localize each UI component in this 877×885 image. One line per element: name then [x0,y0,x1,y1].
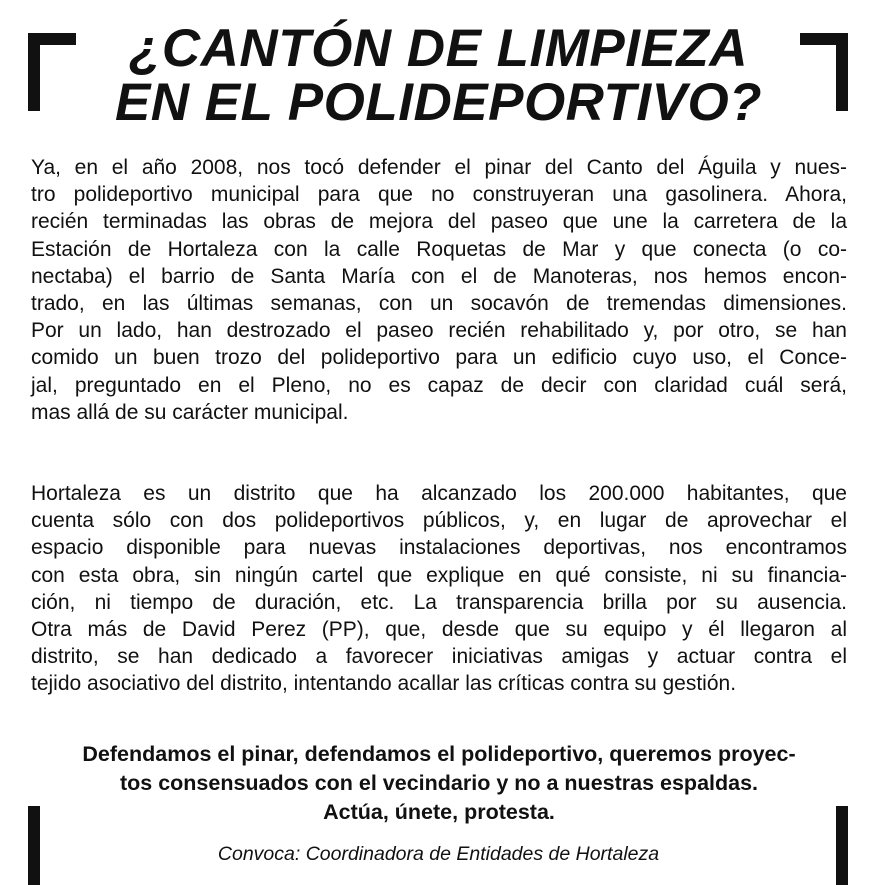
paragraph-2-line: con esta obra, sin ningún cartel que explique en qué consiste, ni su financia- [31,563,847,587]
paragraph-1-line: nectaba) el barrio de Santa María con el de Manoteras, nos hemos encon- [31,264,847,288]
call-to-action-line-3: Actúa, únete, protesta. [323,800,555,824]
paragraph-1-line: mas allá de su carácter municipal. [31,400,349,424]
call-to-action [31,740,847,827]
paragraph-1-line: comido un buen trozo del polideportivo para un edificio cuyo uso, el Conce- [31,346,847,370]
convoca-signature: Convoca: Coordinadora de Entidades de Hortaleza [217,843,660,865]
paragraph-2-line: espacio disponible para nuevas instalaciones deportivas, nos encontramos [31,536,847,560]
paragraph-2-line: tejido asociativo del distrito, intentando acallar las críticas contra su gestión. [31,672,737,696]
paragraph-2 [31,480,847,698]
paragraph-1-line: Estación de Hortaleza con la calle Roquetas de Mar y que conecta (o co- [31,237,847,261]
headline-line-1: ¿CANTÓN DE LIMPIEZA [129,19,748,78]
paragraph-2-line: Hortaleza es un distrito que ha alcanzado los 200.000 habitantes, que [31,482,847,505]
paragraph-1 [31,154,847,426]
paragraph-1-line: recién terminadas las obras de mejora del paseo que une la carretera de la [31,210,847,234]
headline-line-2: EN EL POLIDEPORTIVO? [114,73,763,132]
call-to-action-line-2: tos consensuados con el vecindario y no a nuestras espaldas. [119,771,759,795]
paragraph-1-line: Ya, en el año 2008, nos tocó defender el pinar del Canto del Águila y nues- [31,156,847,179]
paragraph-2-line: ción, ni tiempo de duración, etc. La transparencia brilla por su ausencia. [31,590,847,614]
top-right-bracket-horizontal [800,33,848,45]
call-to-action-line-1: Defendamos el pinar, defendamos el polideportivo, queremos proyec- [82,742,796,766]
paragraph-1-line: jal, preguntado en el Pleno, no es capaz de decir con claridad cuál será, [31,373,847,397]
headline [75,19,802,132]
paragraph-1-line: tro polideportivo municipal para que no construyeran una gasolinera. Ahora, [31,183,847,207]
paragraph-2-line: distrito, se han dedicado a favorecer iniciativas amigas y actuar contra el [31,645,847,669]
paragraph-1-line: Por un lado, han destrozado el paseo recién rehabilitado y, por otro, se han [31,319,847,343]
top-left-bracket-horizontal [28,33,76,45]
paragraph-1-line: trado, en las últimas semanas, con un socavón de tremendas dimensiones. [31,292,847,316]
paragraph-2-line: Otra más de David Perez (PP), que, desde que su equipo y él llegaron al [31,618,847,642]
paragraph-2-line: cuenta sólo con dos polideportivos públicos, y, en lugar de aprovechar el [31,509,847,533]
